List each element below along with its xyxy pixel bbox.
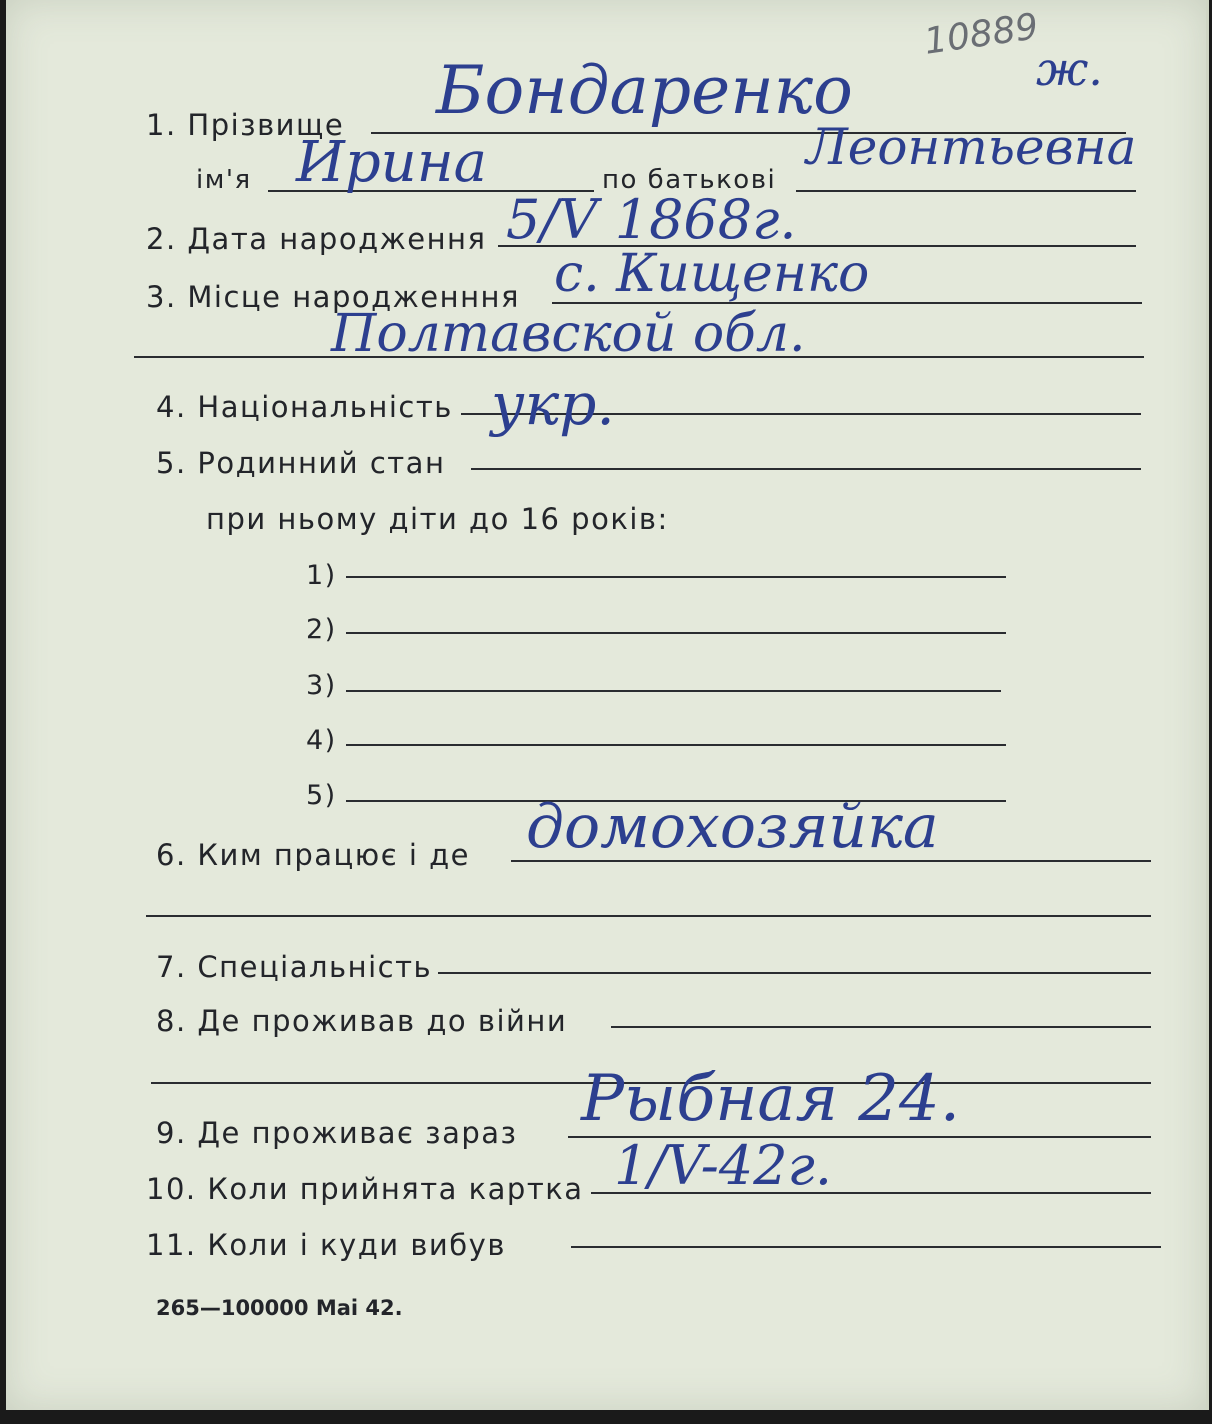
patronymic-line	[796, 190, 1136, 192]
child-3-label: 3)	[306, 670, 337, 701]
card-accepted-value: 1/V-42г.	[614, 1134, 833, 1197]
marital-status-line	[471, 468, 1141, 470]
child-4-label: 4)	[306, 725, 337, 756]
birth-date-label: 2. Дата народження	[146, 222, 487, 256]
birth-region-value: Полтавской обл.	[331, 304, 806, 364]
registration-card	[6, 0, 1209, 1410]
patronymic-label: по батькові	[602, 165, 777, 195]
nationality-value: укр.	[491, 370, 615, 438]
child-5-label: 5)	[306, 780, 337, 811]
departure-line	[571, 1246, 1161, 1248]
sex-value: ж.	[1036, 42, 1103, 96]
occupation-label: 6. Ким працює і де	[156, 838, 471, 872]
child-3-line	[346, 690, 1001, 692]
specialty-label: 7. Спеціальність	[156, 950, 433, 984]
current-residence-value: Рыбная 24.	[581, 1062, 961, 1136]
surname-label: 1. Прізвище	[146, 108, 345, 142]
children-label: при ньому діти до 16 років:	[206, 502, 669, 536]
birth-place-value: с. Кищенко	[554, 244, 870, 304]
patronymic-value: Леонтьевна	[806, 118, 1137, 176]
current-residence-label: 9. Де проживає зараз	[156, 1116, 518, 1150]
child-4-line	[346, 744, 1006, 746]
specialty-line	[438, 972, 1151, 974]
first-name-label: ім'я	[196, 165, 252, 195]
nationality-label: 4. Національність	[156, 390, 453, 424]
card-accepted-label: 10. Коли прийнята картка	[146, 1172, 584, 1206]
occupation-value: домохозяйка	[526, 792, 939, 862]
prewar-residence-line	[611, 1026, 1151, 1028]
birth-place-label: 3. Місце народженння	[146, 280, 520, 314]
child-2-label: 2)	[306, 614, 337, 645]
surname-value: Бондаренко	[436, 52, 853, 129]
first-name-value: Ирина	[296, 130, 488, 195]
child-2-line	[346, 632, 1006, 634]
child-1-label: 1)	[306, 560, 337, 591]
archive-number: 10889	[921, 6, 1041, 63]
birth-place-line-2	[134, 356, 1144, 358]
print-run-note: 265—100000 Mai 42.	[156, 1296, 403, 1320]
birth-date-value: 5/V 1868г.	[506, 188, 797, 251]
occupation-line-2	[146, 915, 1151, 917]
prewar-residence-label: 8. Де проживав до війни	[156, 1004, 568, 1038]
child-1-line	[346, 576, 1006, 578]
departure-label: 11. Коли і куди вибув	[146, 1228, 506, 1262]
marital-status-label: 5. Родинний стан	[156, 446, 446, 480]
